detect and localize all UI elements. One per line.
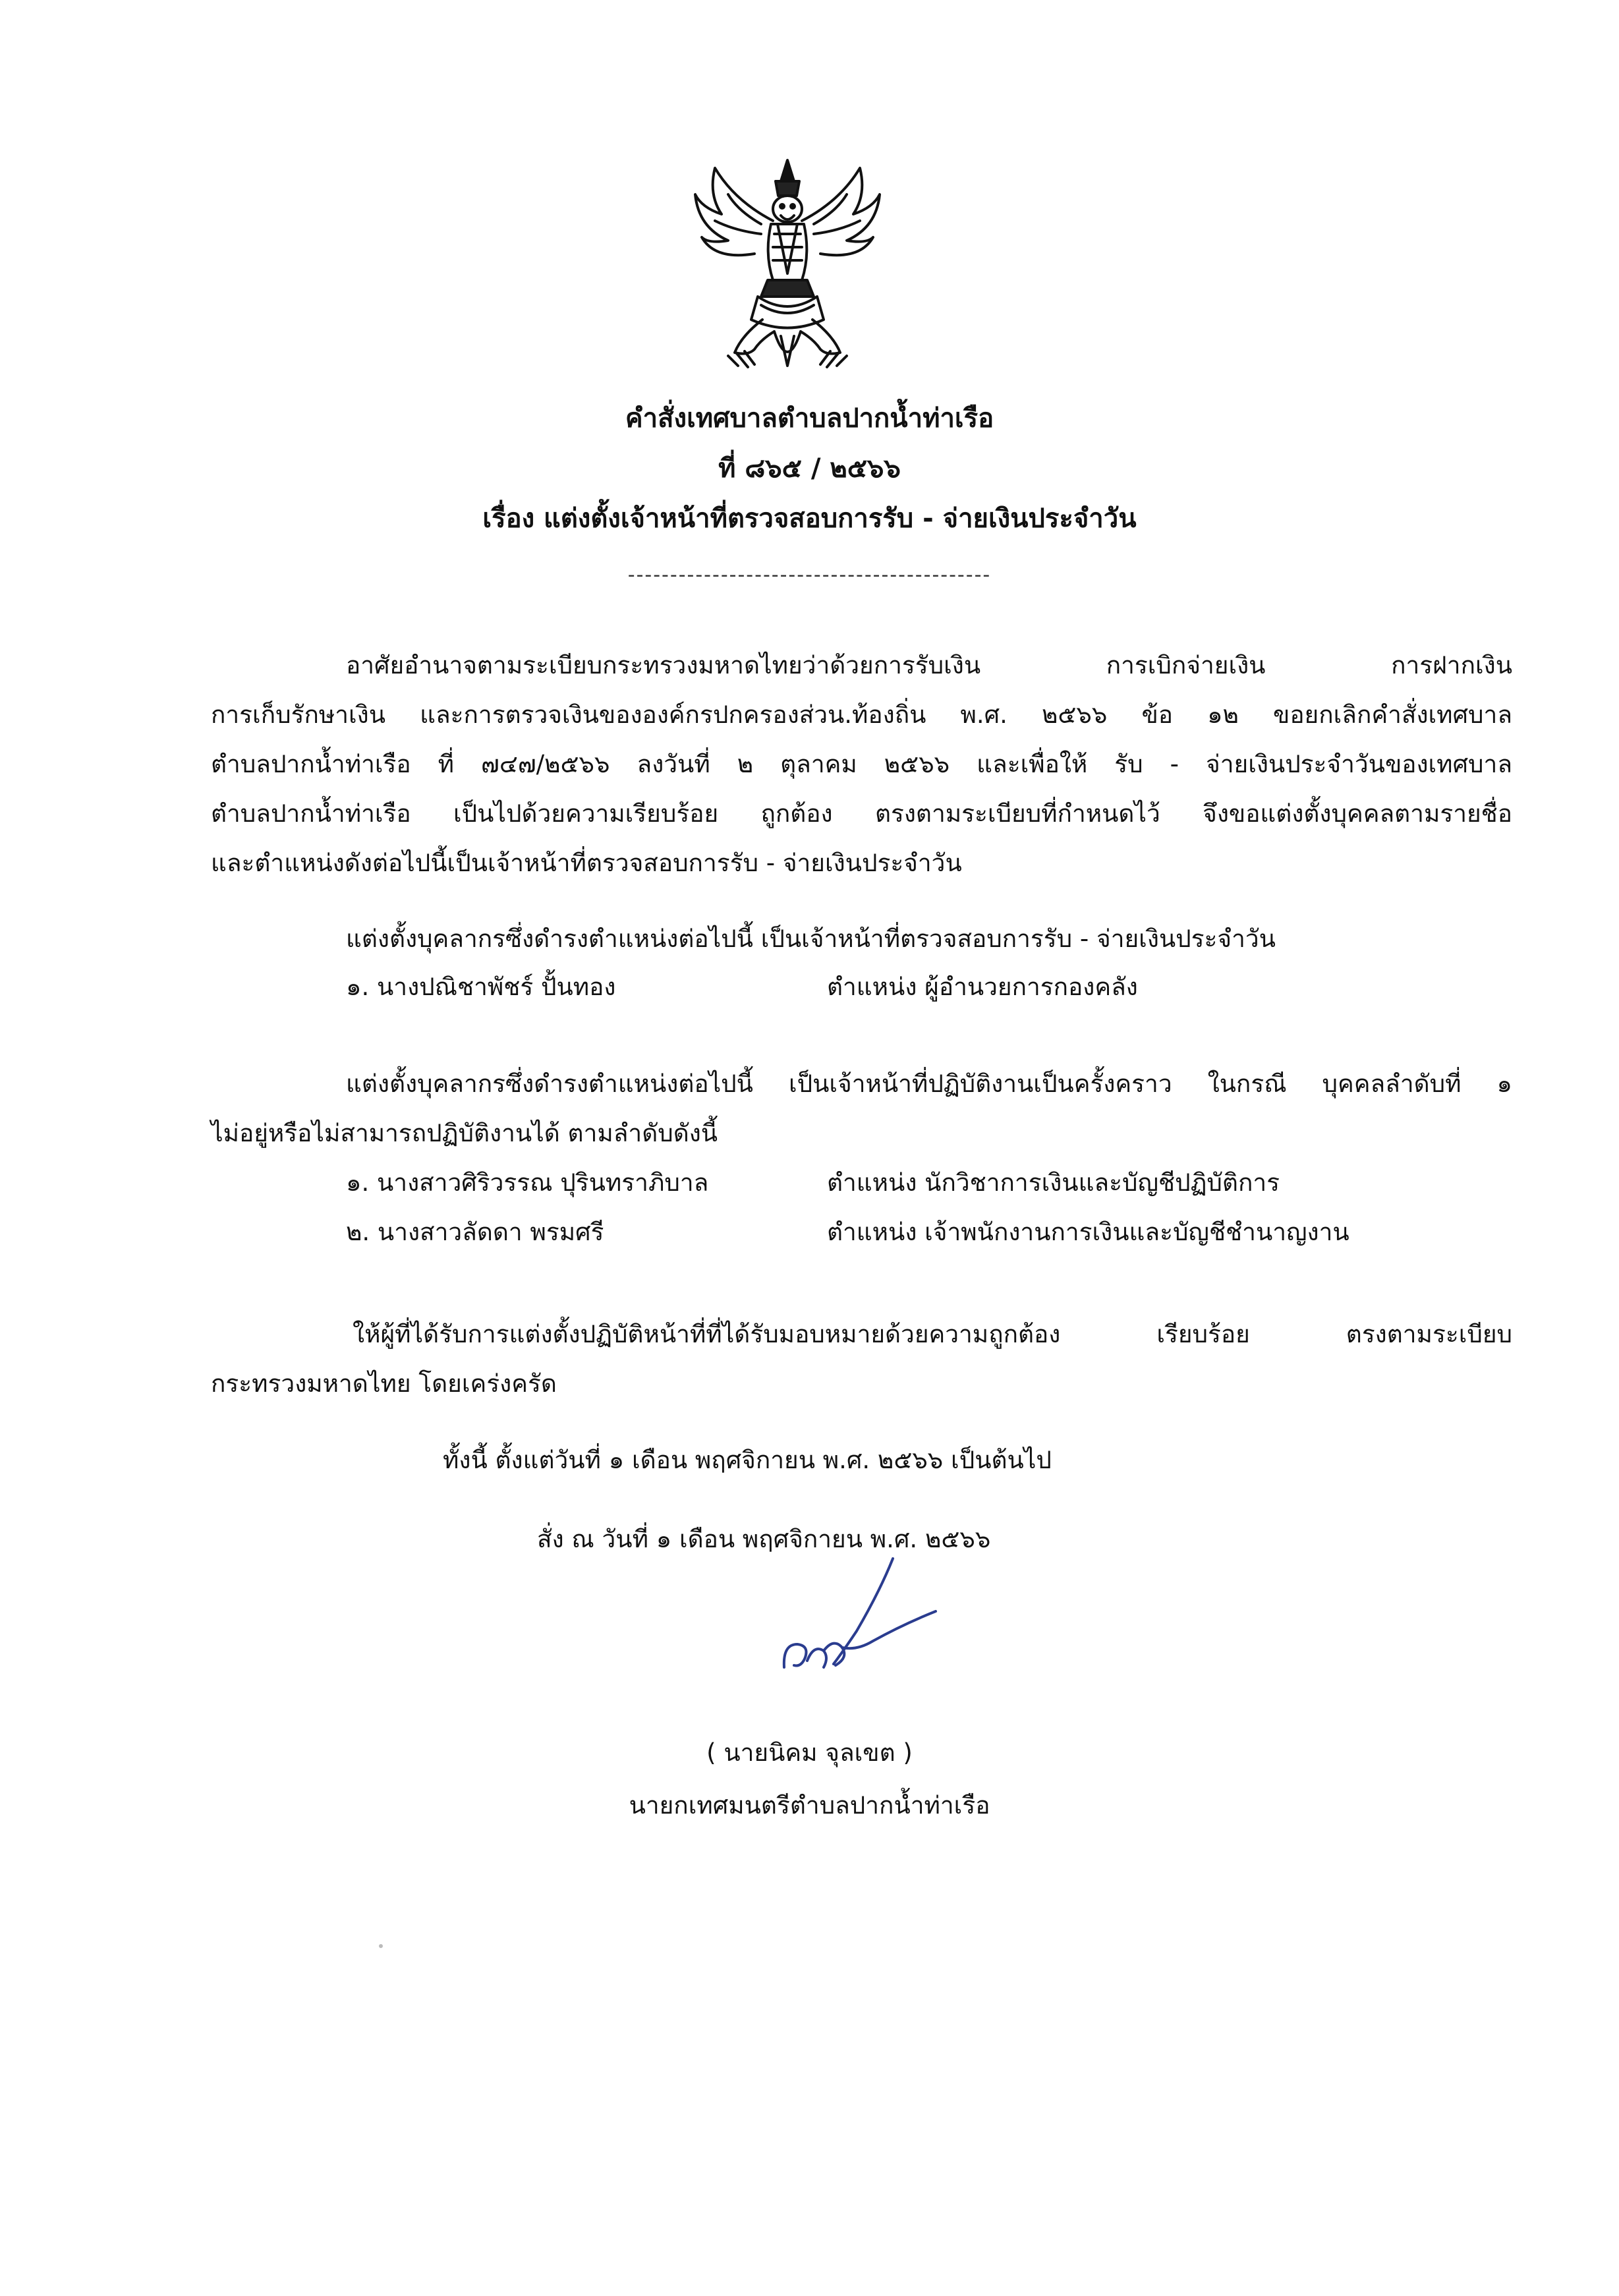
header-divider: ------------------------------------------- (627, 563, 992, 587)
intro-line-4: ตำบลปากน้ำท่าเรือ เป็นไปด้วยความเรียบร้อย ถูกต้อง ตรงตามระเบียบที่กำหนดไว้ จึงขอแต่งตั้งบุคคลตามรายชื่อ (211, 799, 1512, 828)
order-title: คำสั่งเทศบาลตำบลปากน้ำท่าเรือ (625, 403, 994, 434)
appoint2-item-2-position: ตำแหน่ง เจ้าพนักงานการเงินและบัญชีชำนาญงาน (827, 1218, 1349, 1246)
appoint2-item-1-position: ตำแหน่ง นักวิชาการเงินและบัญชีปฏิบัติการ (827, 1168, 1280, 1197)
effective-date: ทั้งนี้ ตั้งแต่วันที่ ๑ เดือน พฤศจิกายน พ.ศ. ๒๕๖๖ เป็นต้นไป (443, 1446, 1052, 1474)
handwritten-signature (758, 1552, 969, 1710)
appoint1-lead: แต่งตั้งบุคลากรซึ่งดำรงตำแหน่งต่อไปนี้ เป็นเจ้าหน้าที่ตรวจสอบการรับ - จ่ายเงินประจำวัน (346, 925, 1276, 953)
appoint2-item-1-name: ๑. นางสาวศิริวรรณ ปุรินทราภิบาล (346, 1168, 709, 1197)
signer-title: นายกเทศมนตรีตำบลปากน้ำท่าเรือ (629, 1791, 990, 1820)
garuda-emblem-icon (689, 155, 886, 379)
duty-line-1: ให้ผู้ที่ได้รับการแต่งตั้งปฏิบัติหน้าที่ที่ได้รับมอบหมายด้วยความถูกต้อง เรียบร้อย ตรงตามระเบียบ (353, 1320, 1512, 1348)
appoint2-item-2-name: ๒. นางสาวลัดดา พรมศรี (346, 1218, 604, 1246)
appoint1-item-1-position: ตำแหน่ง ผู้อำนวยการกองคลัง (827, 973, 1138, 1001)
duty-line-2: กระทรวงมหาดไทย โดยเคร่งครัด (211, 1369, 557, 1398)
intro-line-5: และตำแหน่งดังต่อไปนี้เป็นเจ้าหน้าที่ตรวจสอบการรับ - จ่ายเงินประจำวัน (211, 849, 962, 877)
order-number: ที่ ๘๖๕ / ๒๕๖๖ (718, 453, 901, 484)
intro-line-3: ตำบลปากน้ำท่าเรือ ที่ ๗๔๗/๒๕๖๖ ลงวันที่ ๒ ตุลาคม ๒๕๖๖ และเพื่อให้ รับ - จ่ายเงินประจำวันของเทศบาล (211, 750, 1512, 778)
appoint1-item-1-name: ๑. นางปณิชาพัชร์ ปั้นทอง (346, 973, 616, 1001)
intro-line-1: อาศัยอำนาจตามระเบียบกระทรวงมหาดไทยว่าด้วยการรับเงิน การเบิกจ่ายเงิน การฝากเงิน (346, 651, 1512, 679)
intro-line-2: การเก็บรักษาเงิน และการตรวจเงินขององค์กรปกครองส่วน.ท้องถิ่น พ.ศ. ๒๕๖๖ ข้อ ๑๒ ขอยกเลิกคำสั่งเทศบาล (211, 701, 1512, 729)
scan-speck (379, 1944, 383, 1948)
order-subject: เรื่อง แต่งตั้งเจ้าหน้าที่ตรวจสอบการรับ - จ่ายเงินประจำวัน (482, 503, 1137, 534)
signer-name: ( นายนิคม จุลเขต ) (706, 1738, 913, 1767)
order-date: สั่ง ณ วันที่ ๑ เดือน พฤศจิกายน พ.ศ. ๒๕๖๖ (537, 1525, 991, 1553)
appoint2-lead-line-2: ไม่อยู่หรือไม่สามารถปฏิบัติงานได้ ตามลำดับดังนี้ (211, 1119, 718, 1147)
appoint2-lead-line-1: แต่งตั้งบุคลากรซึ่งดำรงตำแหน่งต่อไปนี้ เป็นเจ้าหน้าที่ปฏิบัติงานเป็นครั้งคราว ในกรณี บุคคลลำดับที่ ๑ (346, 1070, 1512, 1098)
